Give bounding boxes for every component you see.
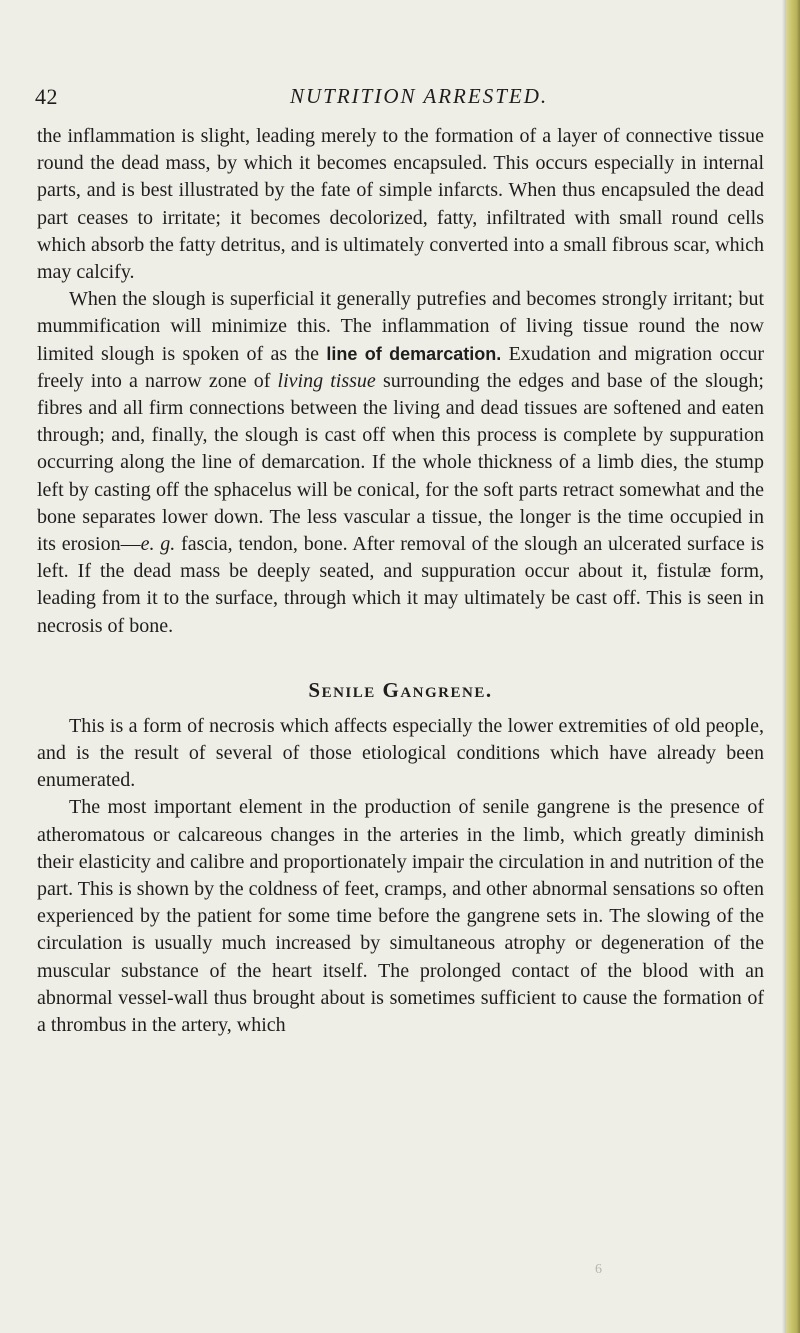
paragraph-text: When the slough is superficial it generally putrefies and becomes strongly irritant; but mummification will minimize this. The inflammation of living tissue round the now limited slough is spoken of as the (37, 288, 764, 365)
body-text (37, 123, 764, 1039)
italic-term: living tissue (277, 369, 376, 392)
paragraph-senile-definition (37, 713, 764, 795)
italic-abbreviation: e. g. (140, 533, 176, 556)
stray-ink-mark: 6 (595, 1262, 602, 1277)
bold-term: line of demarcation. (326, 343, 502, 364)
paragraph-text: Exudation and migration occur freely into a narrow zone of (37, 342, 764, 392)
page-number: 42 (35, 84, 58, 109)
paragraph-text: the inflammation is slight, leading merely to the formation of a layer of connective tissue round the dead mass, by which it becomes encapsuled. This occurs especially in internal parts, and is best illustrated by the fate of simple infarcts. When thus encapsuled the dead part ceases to irritate; it becomes decolorized, fatty, infiltrated with small round cells which absorb the fatty detritus, and is ultimately converted into a small fibrous scar, which may calcify. (37, 125, 764, 284)
paragraph-text: fascia, tendon, bone. After removal of the slough an ulcerated surface is left. If the dead mass be deeply seated, and suppuration occur about it, fistulæ form, leading from it to the surface, through which it may ultimately be cast off. This is seen in necrosis of bone. (37, 533, 764, 637)
paragraph-senile-causes (37, 794, 764, 1039)
paragraph-line-of-demarcation (37, 286, 764, 640)
paragraph-text: The most important element in the production of senile gangrene is the presence of atheromatous or calcareous changes in the arteries in the limb, which greatly diminish their elasticity and calibre and proportionately impair the circulation in and nutrition of the part. This is shown by the coldness of feet, cramps, and other abnormal sensations so often experienced by the patient for some time before the gangrene sets in. The slowing of the circulation is usually much increased by simultaneous atrophy or degeneration of the muscular substance of the heart itself. The prolonged contact of the blood with an abnormal vessel-wall thus brought about is sometimes sufficient to cause the formation of a thrombus in the artery, which (37, 796, 764, 1037)
page-header (0, 84, 786, 114)
running-title: NUTRITION ARRESTED. (290, 84, 549, 108)
section-heading: Senile Gangrene. (308, 677, 493, 702)
paragraph-text: This is a form of necrosis which affects especially the lower extremities of old people, and is the result of several of those etiological conditions which have already been enumerated. (37, 714, 764, 792)
paragraph-continued (37, 123, 764, 286)
paragraph-text: surrounding the edges and base of the slough; fibres and all firm connections between the living and dead tissues are softened and eaten through; and, finally, the slough is cast off when this process is complete by suppuration occurring along the line of demarcation. If the whole thickness of a limb dies, the stump left by casting off the sphacelus will be conical, for the soft parts retract somewhat and the bone separates lower down. The less vascular a tissue, the longer is the time occupied in its erosion— (37, 369, 764, 556)
book-spine-edge (786, 0, 800, 1333)
